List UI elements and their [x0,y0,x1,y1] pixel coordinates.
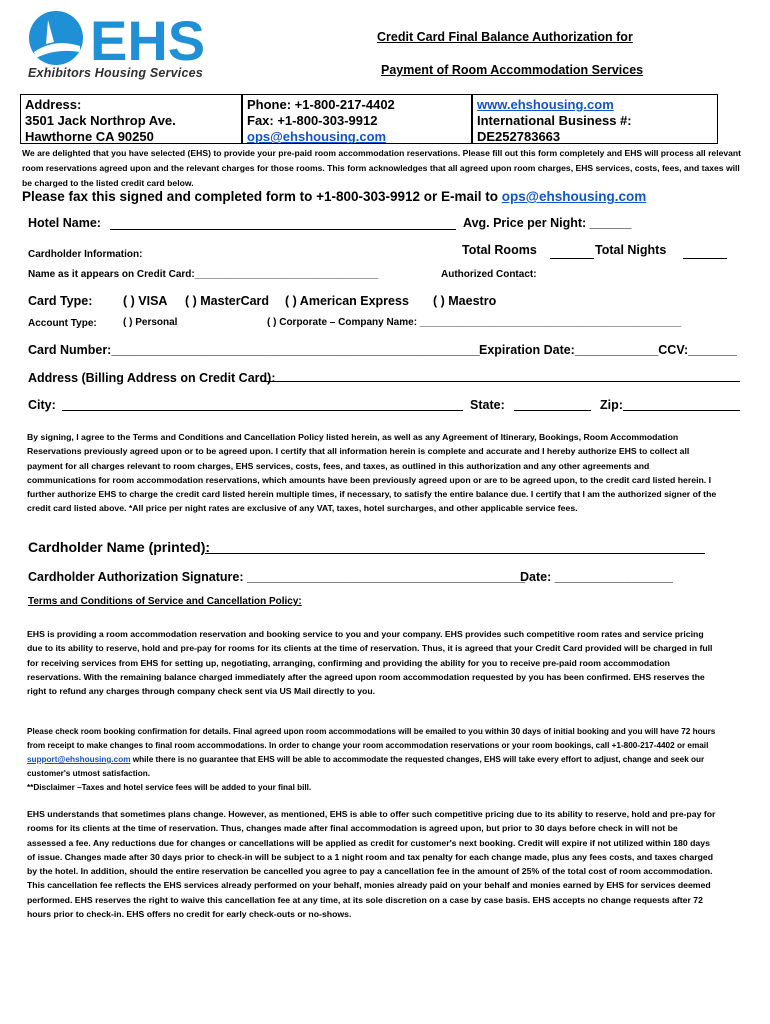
billing-address-field[interactable] [262,381,740,382]
logo-tagline: Exhibitors Housing Services [28,66,203,80]
fax-instruction-email[interactable]: ops@ehshousing.com [501,189,647,204]
amex-checkbox[interactable]: ( ) American Express [285,294,409,308]
terms-heading: Terms and Conditions of Service and Cancellation Policy: [28,596,302,607]
ehs-logo-mark [24,8,224,70]
zip-label: Zip: [600,398,623,412]
card-type-label: Card Type: [28,294,93,308]
billing-address-label: Address (Billing Address on Credit Card): [28,371,276,385]
address-box [20,94,242,144]
website-link[interactable]: www.ehshousing.com [477,97,614,112]
terms-paragraph-2 [27,725,717,795]
state-field[interactable] [514,410,591,411]
card-number-field[interactable]: Card Number:_____________________________________________________ [28,343,480,357]
cardholder-info-label: Cardholder Information: [28,249,143,260]
intro-paragraph: We are delighted that you have selected (EHS) to provide your pre-paid room accommodation reservations. Please fill out this form completely and EHS will process all relevant room reservations agreed upon and the relevant charges for those rooms. This form acknowledges that all agreed upon room charges, EHS services, costs, fees, and taxes will be charged to the listed credit card below. [22,148,742,188]
corporate-checkbox[interactable]: ( ) Corporate – Company Name: _______________________________________________ [267,317,682,328]
form-title-line1: Credit Card Final Balance Authorization for [377,30,633,44]
name-on-card-field[interactable]: Name as it appears on Credit Card:_________________________________ [28,269,379,280]
total-nights-label: Total Nights [595,243,667,257]
website-box [472,94,718,144]
hotel-name-field[interactable] [110,229,456,230]
avg-price-field[interactable]: Avg. Price per Night: ______ [463,216,632,230]
account-type-label: Account Type: [28,318,97,329]
city-field[interactable] [62,410,463,411]
total-rooms-field[interactable] [550,258,594,259]
mastercard-checkbox[interactable]: ( ) MasterCard [185,294,270,308]
terms-p2-text-b: while there is no guarantee that EHS will be able to accommodate the requested changes, EHS will take every effort to adjust, change and seek our customer's utmost satisfaction. [27,755,705,778]
business-number: International Business #: DE252783663 [477,113,632,144]
support-email-link[interactable]: support@ehshousing.com [27,755,131,764]
expiration-ccv-field[interactable]: Expiration Date:____________CCV:_______ [479,343,737,357]
taxes-disclaimer: **Disclaimer –Taxes and hotel service fees will be added to your final bill. [27,783,312,792]
visa-checkbox[interactable]: ( ) VISA [123,294,168,308]
authorized-contact-label: Authorized Contact: [441,269,537,280]
terms-paragraph-3: EHS understands that sometimes plans change. However, as mentioned, EHS is able to offer such competitive pricing due to its ability to reserve, hold and pre-pay for rooms for its clients at the time of reservation. Thus, changes made after final accommodation is agreed upon, but prior to 30 days before check in will not be assessed a fee. Any reductions due for changes or cancellations will be applied as credit for customer's next booking. Credit will expire if not utilized within 180 days of issue. Changes made after 30 days prior to check-in will be subject to a 1 night room and tax penalty for each change made, plus any fees costs, and taxes charged by the hotel. In addition, should the entire reservation be cancelled you agree to pay a cancellation fee in the amount of 25% of the total cost of room accommodation. This cancellation fee reflects the EHS services already performed on your behalf, monies already paid on your behalf and monies earned by EHS for services deemed performed. EHS reserves the right to waive this cancellation fee at any time, at its sole discretion on a case by case basis. EHS accepts no change requests after 72 hours prior to check-in. EHS offers no credit for early check-outs or no-shows. [27,809,716,920]
hotel-name-label: Hotel Name: [28,216,101,230]
form-title-line2: Payment of Room Accommodation Services [381,63,644,77]
personal-checkbox[interactable]: ( ) Personal [123,317,178,328]
fax-instruction-text: Please fax this signed and completed form to +1-800-303-9912 or E-mail to [22,189,502,204]
city-label: City: [28,398,56,412]
address-line2: Hawthorne CA 90250 [25,129,154,144]
state-label: State: [470,398,505,412]
fax-number: Fax: +1-800-303-9912 [247,113,378,128]
terms-paragraph-1: EHS is providing a room accommodation reservation and booking service to you and your company. EHS provides such competitive room rates and service pricing due to its ability to reserve, hold and pre-pay for rooms for its clients at the time of reservation. Thus, it is agreed that your Credit Card provided will be charged in full for receiving services from EHS for setting up, negotiating, arranging, confirming and providing the ability for you to receive pre-paid room accommodation reservations. With the remaining balance charged immediately after the agreed upon room accommodation requested by you has been confirmed. EHS reserves the right to refund any charges through company check sent via US Mail directly to you. [27,629,713,697]
date-field[interactable]: Date: _________________ [520,570,673,584]
address-label: Address: [25,97,82,112]
phone-box [242,94,472,144]
maestro-checkbox[interactable]: ( ) Maestro [433,294,497,308]
zip-field[interactable] [623,410,740,411]
cardholder-name-field[interactable] [205,553,705,554]
cardholder-name-label: Cardholder Name (printed): [28,539,211,555]
terms-p2-text-a: Please check room booking confirmation for details. Final agreed upon room accommodations will be emailed to you within 30 days of initial booking and you will have 72 hours from receipt to make changes to final room accommodations. In order to change your room accommodation reservations or your room bookings, call +1-800-217-4402 or email [27,727,716,750]
agreement-paragraph: By signing, I agree to the Terms and Conditions and Cancellation Policy listed herein, as well as any Agreement of Itinerary, Bookings, Room Accommodation Reservations previously agreed upon or to be agreed upon. I certify that all information herein is complete and accurate and I hereby authorize EHS to collect all payment for all charges relevant to room charges, EHS services, costs, fees, and taxes, as outlined in this authorization and any other agreements and communications for room accommodation reservations, which amounts have been previously agreed upon or are to be agreed upon, to the credit card listed herein. I further authorize EHS to charge the credit card listed herein multiple times, if necessary, to satisfy the entire balance due. I certify that I am the authorized signer of the credit card listed above. *All price per night rates are exclusive of any VAT, taxes, hotel surcharges, and other applicable service fees. [27,432,717,514]
total-rooms-label: Total Rooms [462,243,537,257]
fax-instruction [22,189,646,204]
ops-email-link[interactable]: ops@ehshousing.com [247,129,387,144]
logo-brand: EHS [90,9,206,70]
total-nights-field[interactable] [683,258,727,259]
phone-number: Phone: +1-800-217-4402 [247,97,395,112]
authorization-signature-field[interactable]: Cardholder Authorization Signature: ________________________________________ [28,570,526,584]
address-line1: 3501 Jack Northrop Ave. [25,113,176,128]
